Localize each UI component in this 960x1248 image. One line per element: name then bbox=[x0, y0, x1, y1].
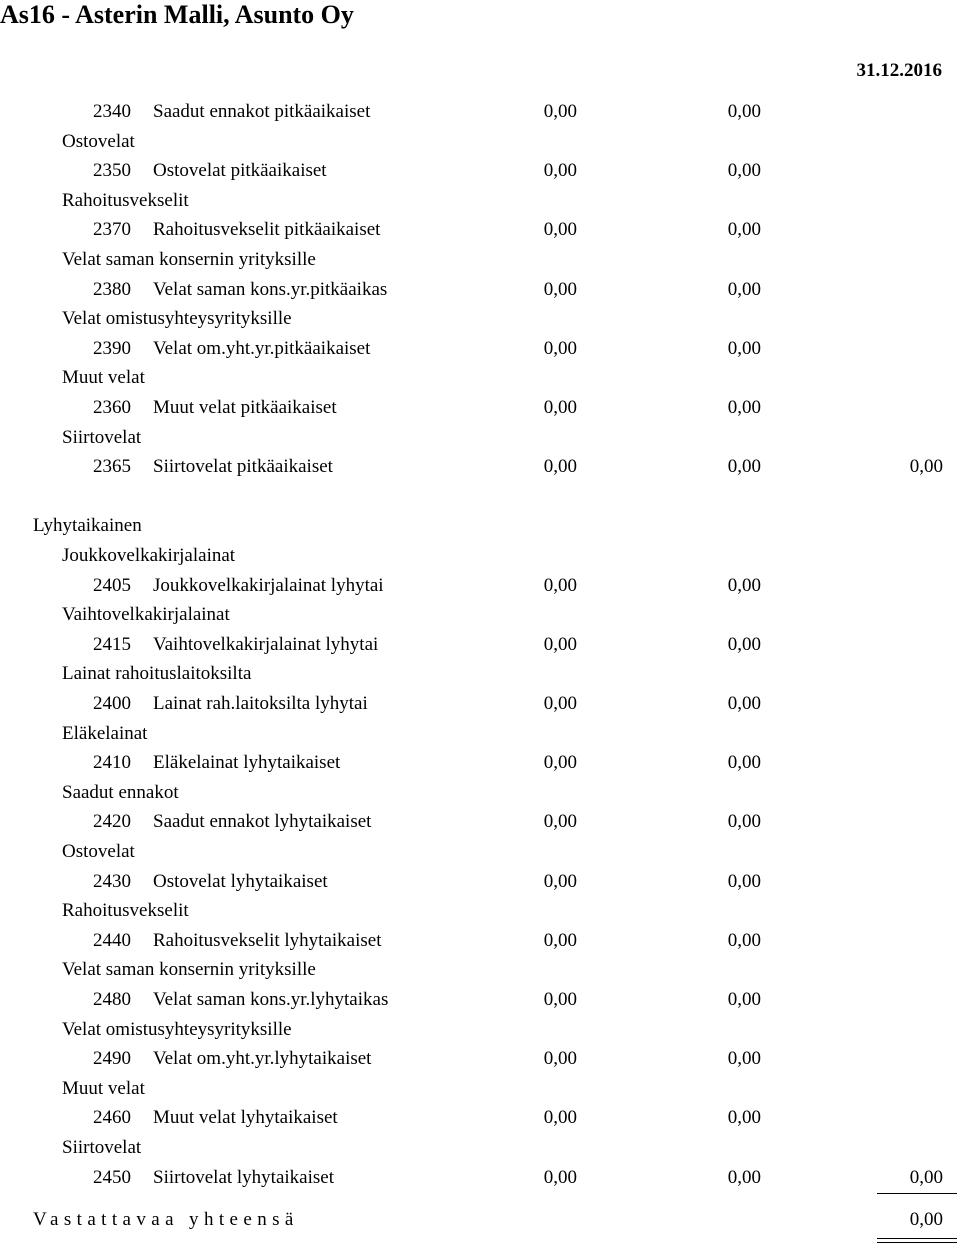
value-current: 0,00 bbox=[543, 693, 577, 714]
page-title: As16 - Asterin Malli, Asunto Oy bbox=[0, 0, 354, 29]
account-code: 2460 bbox=[93, 1107, 131, 1129]
account-label: Eläkelainat lyhytaikaiset bbox=[153, 752, 341, 774]
account-code: 2390 bbox=[93, 337, 131, 359]
account-code: 2440 bbox=[93, 929, 131, 951]
account-row bbox=[0, 1165, 960, 1191]
account-row bbox=[0, 1105, 960, 1131]
account-row bbox=[0, 336, 960, 362]
group-heading: Eläkelainat bbox=[62, 722, 148, 744]
value-previous: 0,00 bbox=[727, 160, 761, 182]
account-row bbox=[0, 928, 960, 954]
account-code: 2480 bbox=[93, 989, 131, 1010]
value-previous: 0,00 bbox=[727, 397, 761, 418]
value-previous: 0,00 bbox=[727, 811, 761, 833]
account-code: 2340 bbox=[93, 101, 131, 122]
value-current: 0,00 bbox=[543, 397, 577, 418]
account-code: 2410 bbox=[93, 752, 131, 774]
account-row bbox=[0, 99, 960, 125]
account-label: Muut velat pitkäaikaiset bbox=[153, 397, 337, 418]
account-label: Velat om.yht.yr.lyhytaikaiset bbox=[153, 1048, 372, 1070]
group-heading: Rahoitusvekselit bbox=[62, 189, 189, 211]
value-current: 0,00 bbox=[543, 1048, 577, 1070]
account-code: 2400 bbox=[93, 693, 131, 714]
value-current: 0,00 bbox=[543, 752, 577, 774]
value-current: 0,00 bbox=[543, 1166, 577, 1188]
group-heading: Velat saman konsernin yrityksille bbox=[62, 249, 316, 270]
account-code: 2350 bbox=[93, 160, 131, 182]
account-code: 2430 bbox=[93, 870, 131, 892]
account-row bbox=[0, 987, 960, 1013]
value-previous: 0,00 bbox=[727, 1166, 761, 1188]
value-previous: 0,00 bbox=[727, 752, 761, 774]
account-label: Velat saman kons.yr.pitkäaikas bbox=[153, 278, 388, 300]
account-row bbox=[0, 750, 960, 776]
value-current: 0,00 bbox=[543, 160, 577, 182]
value-current: 0,00 bbox=[543, 101, 577, 122]
account-code: 2405 bbox=[93, 574, 131, 596]
value-subtotal: 0,00 bbox=[909, 456, 943, 478]
value-previous: 0,00 bbox=[727, 870, 761, 892]
group-heading: Muut velat bbox=[62, 1077, 145, 1099]
report-date: 31.12.2016 bbox=[856, 60, 942, 81]
account-row bbox=[0, 632, 960, 658]
group-heading: Lainat rahoituslaitoksilta bbox=[62, 663, 252, 685]
account-label: Lainat rah.laitoksilta lyhytai bbox=[153, 693, 368, 714]
account-code: 2370 bbox=[93, 219, 131, 241]
value-previous: 0,00 bbox=[727, 693, 761, 714]
value-previous: 0,00 bbox=[727, 337, 761, 359]
value-previous: 0,00 bbox=[727, 278, 761, 300]
value-current: 0,00 bbox=[543, 337, 577, 359]
account-label: Siirtovelat lyhytaikaiset bbox=[153, 1166, 334, 1188]
account-label: Velat om.yht.yr.pitkäaikaiset bbox=[153, 337, 371, 359]
total-double-rule-top bbox=[877, 1238, 957, 1239]
group-heading: Rahoitusvekselit bbox=[62, 900, 189, 922]
group-heading: Velat saman konsernin yrityksille bbox=[62, 959, 316, 981]
account-label: Rahoitusvekselit lyhytaikaiset bbox=[153, 929, 382, 951]
value-previous: 0,00 bbox=[727, 1107, 761, 1129]
group-heading: Saadut ennakot bbox=[62, 781, 179, 803]
account-code: 2365 bbox=[93, 456, 131, 478]
account-row bbox=[0, 1046, 960, 1072]
total-value: 0,00 bbox=[909, 1209, 943, 1230]
account-row bbox=[0, 573, 960, 599]
value-current: 0,00 bbox=[543, 1107, 577, 1129]
account-row bbox=[0, 809, 960, 835]
value-previous: 0,00 bbox=[727, 101, 761, 122]
value-current: 0,00 bbox=[543, 811, 577, 833]
account-label: Joukkovelkakirjalainat lyhytai bbox=[153, 574, 384, 596]
group-heading: Velat omistusyhteysyrityksille bbox=[62, 1018, 292, 1040]
group-heading: Siirtovelat bbox=[62, 1137, 142, 1158]
value-current: 0,00 bbox=[543, 456, 577, 478]
account-code: 2415 bbox=[93, 633, 131, 655]
account-row bbox=[0, 217, 960, 243]
group-heading: Ostovelat bbox=[62, 841, 135, 862]
value-current: 0,00 bbox=[543, 574, 577, 596]
group-heading: Ostovelat bbox=[62, 130, 135, 152]
value-current: 0,00 bbox=[543, 870, 577, 892]
account-label: Vaihtovelkakirjalainat lyhytai bbox=[153, 633, 379, 655]
value-previous: 0,00 bbox=[727, 929, 761, 951]
short-term-section-label: Lyhytaikainen bbox=[33, 515, 142, 536]
total-label: Vastattavaa yhteensä bbox=[33, 1209, 299, 1230]
account-label: Ostovelat lyhytaikaiset bbox=[153, 870, 328, 892]
account-row bbox=[0, 454, 960, 480]
value-current: 0,00 bbox=[543, 219, 577, 241]
value-current: 0,00 bbox=[543, 278, 577, 300]
account-label: Siirtovelat pitkäaikaiset bbox=[153, 456, 333, 478]
group-heading: Velat omistusyhteysyrityksille bbox=[62, 308, 292, 330]
account-label: Rahoitusvekselit pitkäaikaiset bbox=[153, 219, 381, 241]
group-heading: Siirtovelat bbox=[62, 426, 142, 448]
account-row bbox=[0, 869, 960, 895]
group-heading: Joukkovelkakirjalainat bbox=[62, 545, 236, 566]
account-code: 2360 bbox=[93, 397, 131, 418]
value-current: 0,00 bbox=[543, 633, 577, 655]
account-label: Saadut ennakot pitkäaikaiset bbox=[153, 101, 371, 122]
value-previous: 0,00 bbox=[727, 1048, 761, 1070]
total-double-rule-bottom bbox=[877, 1242, 957, 1243]
account-row bbox=[0, 158, 960, 184]
value-previous: 0,00 bbox=[727, 574, 761, 596]
account-label: Saadut ennakot lyhytaikaiset bbox=[153, 811, 372, 833]
account-row bbox=[0, 277, 960, 303]
value-current: 0,00 bbox=[543, 929, 577, 951]
value-previous: 0,00 bbox=[727, 219, 761, 241]
value-current: 0,00 bbox=[543, 989, 577, 1010]
value-previous: 0,00 bbox=[727, 633, 761, 655]
account-code: 2450 bbox=[93, 1166, 131, 1188]
account-label: Velat saman kons.yr.lyhytaikas bbox=[153, 989, 389, 1010]
account-label: Muut velat lyhytaikaiset bbox=[153, 1107, 338, 1129]
account-code: 2490 bbox=[93, 1048, 131, 1070]
account-code: 2380 bbox=[93, 278, 131, 300]
account-row bbox=[0, 691, 960, 717]
value-subtotal: 0,00 bbox=[909, 1166, 943, 1188]
account-code: 2420 bbox=[93, 811, 131, 833]
value-previous: 0,00 bbox=[727, 989, 761, 1010]
value-previous: 0,00 bbox=[727, 456, 761, 478]
group-heading: Vaihtovelkakirjalainat bbox=[62, 604, 230, 626]
group-heading: Muut velat bbox=[62, 367, 145, 389]
account-label: Ostovelat pitkäaikaiset bbox=[153, 160, 327, 182]
account-row bbox=[0, 395, 960, 421]
total-row bbox=[0, 1207, 960, 1233]
subtotal-rule bbox=[877, 1193, 957, 1194]
